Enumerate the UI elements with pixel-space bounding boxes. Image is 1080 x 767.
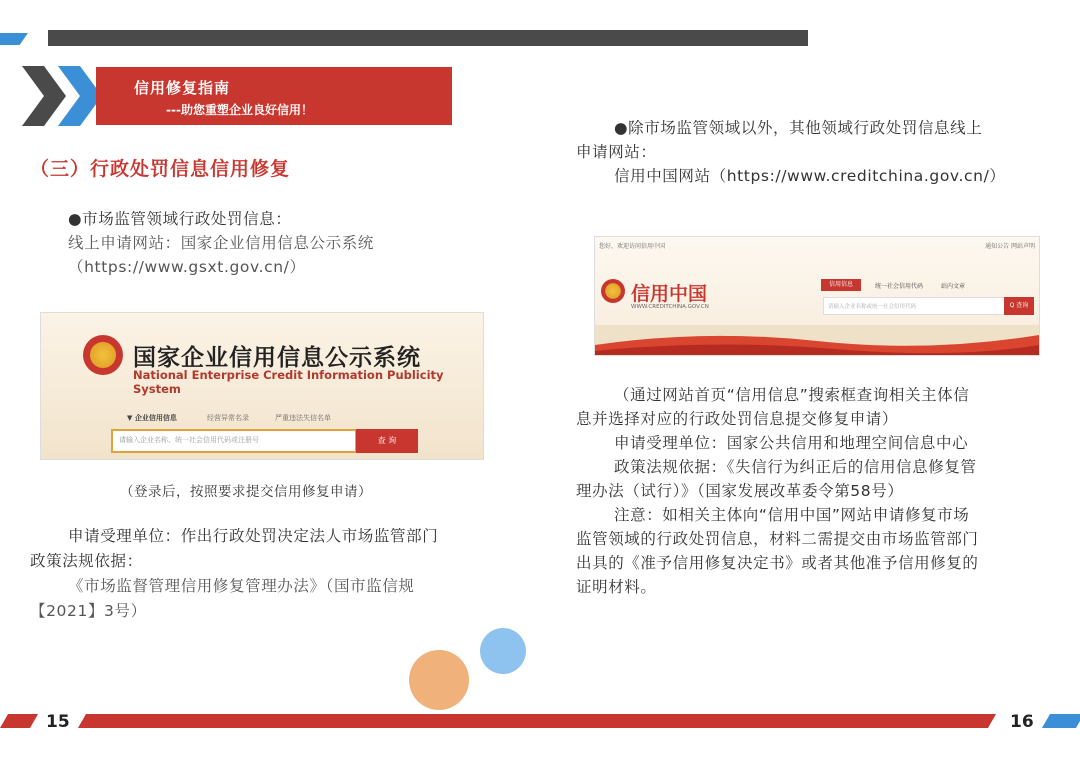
bottom-red-stripe-left	[0, 714, 38, 728]
cc-search-button[interactable]: Q 查询	[1004, 297, 1034, 315]
right-policy-a: 政策法规依据：《失信行为纠正后的信用信息修复管	[614, 458, 977, 476]
cc-top-right: 通知公告 网站声明	[985, 243, 1035, 250]
right-bullet-2: 申请网站：	[576, 143, 657, 161]
cc-tab-articles[interactable]: 站内文章	[941, 283, 966, 290]
top-gray-bar	[48, 30, 808, 46]
page-number-left: 15	[46, 712, 70, 732]
right-site: 信用中国网站（https://www.creditchina.gov.cn/）	[614, 167, 1006, 185]
creditchina-screenshot	[594, 236, 1040, 356]
cc-search-input[interactable]	[823, 297, 1005, 315]
cc-tab-code[interactable]: 统一社会信用代码	[875, 283, 924, 290]
national-emblem-icon	[83, 335, 123, 375]
orange-circle-decoration	[409, 650, 469, 710]
gsxt-title-cn: 国家企业信用信息公示系统	[133, 345, 421, 371]
left-policy-doc: 《市场监督管理信用修复管理办法》（国市监信规	[68, 577, 415, 595]
right-policy-b: 理办法（试行）》（国家发展改革委令第58号）	[576, 482, 904, 500]
right-para-1a: （通过网站首页“信用信息”搜索框查询相关主体信	[614, 386, 970, 404]
page-number-right: 16	[1010, 712, 1034, 732]
left-unit-line: 申请受理单位：作出行政处罚决定法人市场监管部门	[68, 527, 439, 545]
banner-subtitle: ---助您重塑企业良好信用！	[166, 103, 313, 117]
gsxt-search-button[interactable]: 查 询	[356, 429, 418, 453]
banner-title: 信用修复指南	[134, 79, 231, 97]
blue-circle-decoration	[480, 628, 526, 674]
right-note-a: 注意：如相关主体向“信用中国”网站申请修复市场	[614, 506, 970, 524]
national-emblem-icon	[601, 279, 625, 303]
gsxt-tab-abnormal[interactable]: 经营异常名录	[207, 414, 249, 422]
chevron-arrows-icon	[22, 66, 102, 126]
gsxt-title-en: National Enterprise Credit Information Publicity System	[133, 368, 444, 396]
left-site-url: （https://www.gsxt.gov.cn/）	[68, 258, 306, 276]
right-note-d: 证明材料。	[576, 578, 657, 596]
gsxt-tab-credit[interactable]: ▼ 企业信用信息	[127, 414, 177, 422]
left-policy-doc-2: 【2021】3号）	[30, 602, 147, 620]
gsxt-screenshot	[40, 312, 484, 460]
gsxt-tab-blacklist[interactable]: 严重违法失信名单	[275, 414, 331, 422]
left-caption: （登录后，按照要求提交信用修复申请）	[120, 484, 372, 500]
cc-tab-credit-info[interactable]: 信用信息	[821, 279, 861, 291]
gsxt-search-placeholder: 请输入企业名称、统一社会信用代码或注册号	[119, 436, 259, 444]
right-para-1b: 息并选择对应的行政处罚信息提交修复申请）	[576, 410, 899, 428]
bottom-red-bar	[78, 714, 996, 728]
bottom-blue-stripe	[1042, 714, 1080, 728]
section-title: （三）行政处罚信息信用修复	[30, 158, 291, 180]
cc-logo-url: WWW.CREDITCHINA.GOV.CN	[631, 304, 709, 310]
left-site-line: 线上申请网站：国家企业信用信息公示系统	[68, 234, 374, 252]
left-policy-label: 政策法规依据：	[30, 552, 143, 570]
right-unit: 申请受理单位：国家公共信用和地理空间信息中心	[614, 434, 969, 452]
right-bullet-1: ●除市场监管领域以外，其他领域行政处罚信息线上	[614, 119, 983, 137]
cc-logo: 信用中国	[631, 283, 708, 305]
left-bullet: ●市场监管领域行政处罚信息：	[68, 210, 292, 228]
cc-top-left: 您好，欢迎访问信用中国	[599, 243, 666, 250]
top-blue-stripe	[0, 33, 28, 45]
gsxt-search-input[interactable]	[111, 429, 357, 453]
cc-search-placeholder: 请输入企业名称或统一社会信用代码	[828, 304, 917, 310]
right-note-c: 出具的《准予信用修复决定书》或者其他准予信用修复的	[576, 554, 979, 572]
right-note-b: 监管领域的行政处罚信息，材料二需提交由市场监管部门	[576, 530, 979, 548]
cc-banner-waves	[595, 325, 1039, 355]
